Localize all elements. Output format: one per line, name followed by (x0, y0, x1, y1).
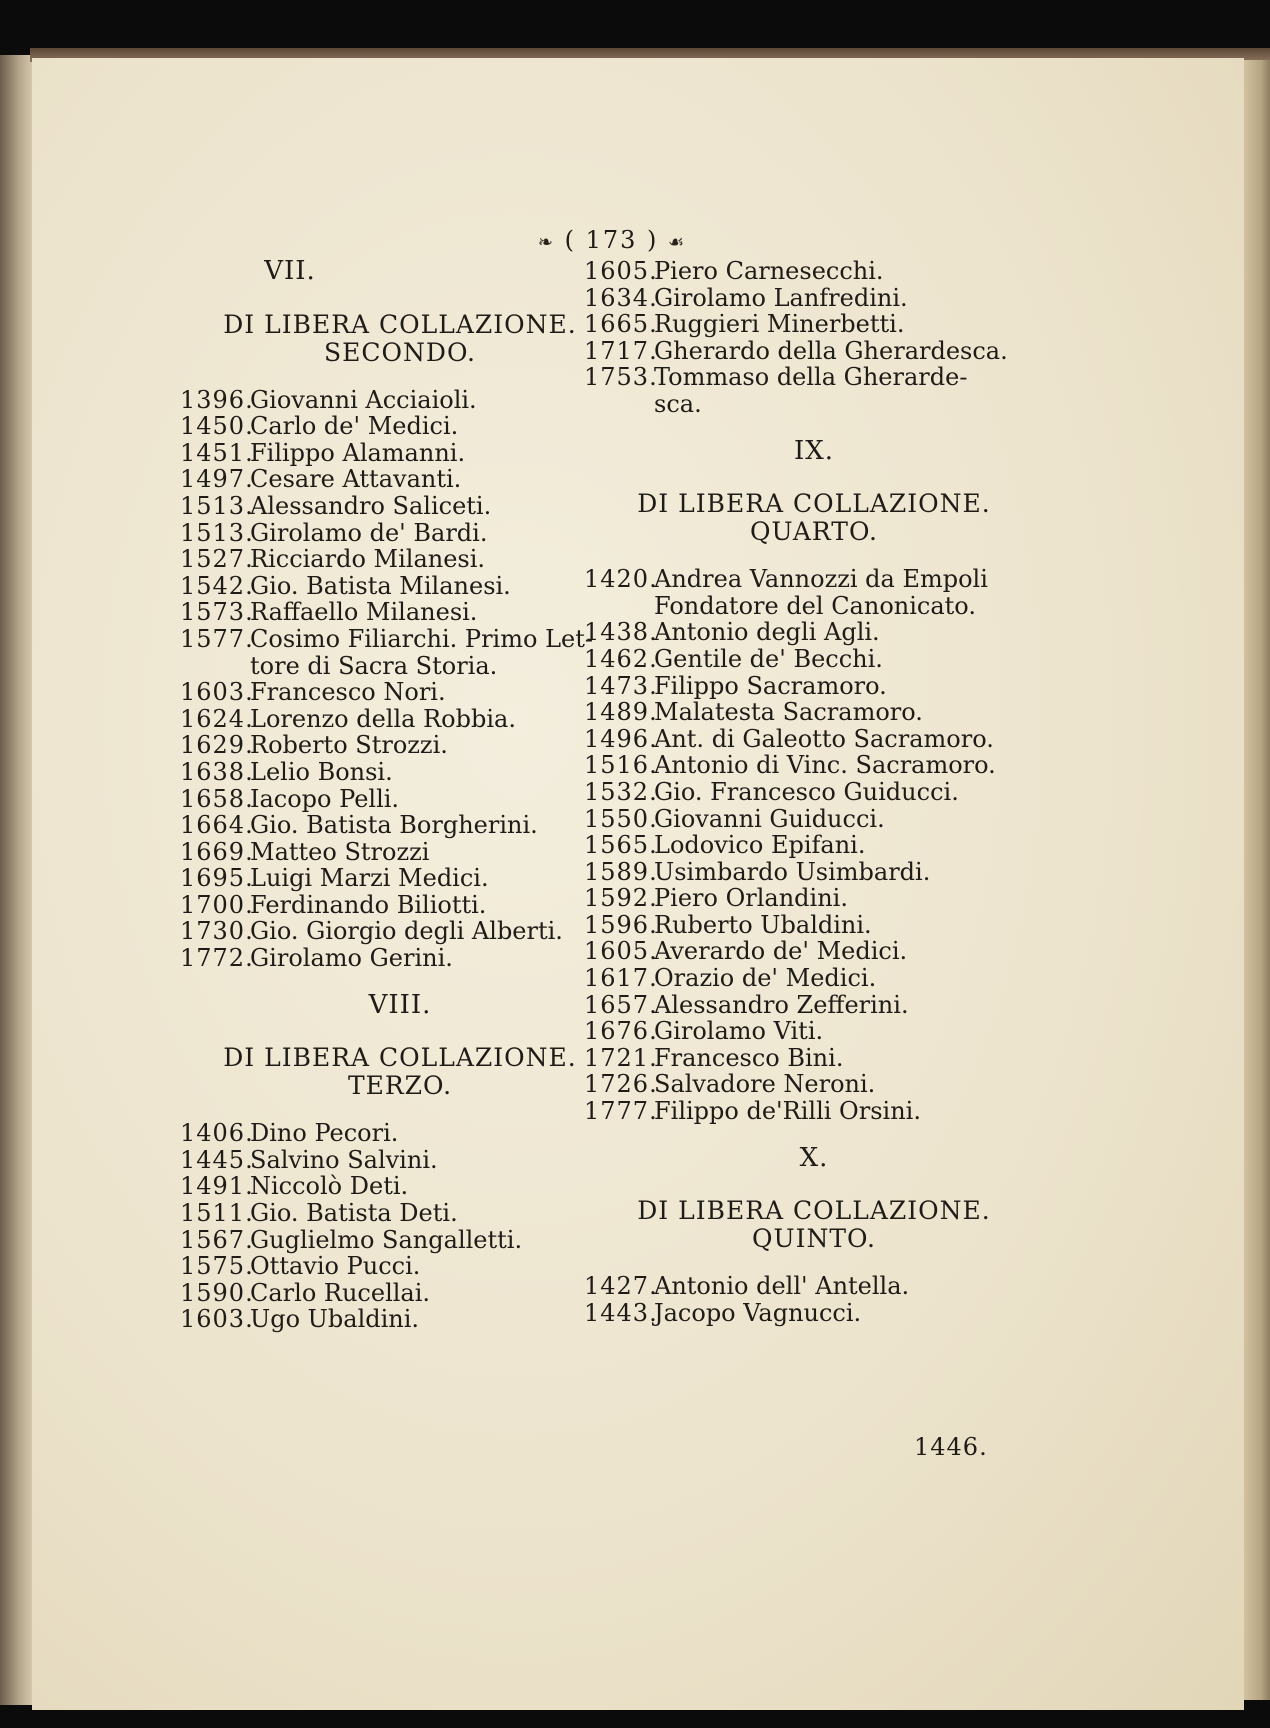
entry-name: Andrea Vannozzi da Empoli (654, 565, 988, 594)
entry-year: 1573. (180, 598, 254, 627)
entry-name: Ricciardo Milanesi. (250, 545, 486, 574)
entry-name: Girolamo de' Bardi. (250, 518, 488, 547)
entry-year: 1550. (584, 804, 658, 833)
entry-year: 1577. (180, 624, 254, 653)
entry-year: 1565. (584, 831, 658, 860)
entry-year: 1532. (584, 777, 658, 806)
list-item (180, 440, 620, 467)
entry-year: 1443. (584, 1298, 658, 1327)
list-item (584, 832, 1044, 859)
entry-name: Francesco Bini. (654, 1043, 844, 1072)
entry-year: 1665. (584, 310, 658, 339)
entry-name: Girolamo Gerini. (250, 944, 453, 973)
entry-year: 1605. (584, 257, 658, 285)
entry-year: 1427. (584, 1272, 658, 1301)
entry-name: Orazio de' Medici. (654, 964, 877, 993)
entry-year: 1717. (584, 336, 658, 365)
entry-name: Tommaso della Gherarde- (654, 363, 968, 392)
entry-name: Giovanni Acciaioli. (250, 385, 477, 414)
list-item (180, 413, 620, 440)
section-title: DI LIBERA COLLAZIONE. (223, 309, 577, 339)
entry-name: Lelio Bonsi. (250, 757, 393, 786)
section-number: VII. (264, 256, 316, 286)
list-item (180, 1253, 620, 1280)
list-item (584, 619, 1044, 646)
entry-name: Usimbardo Usimbardi. (654, 857, 931, 886)
entry-year: 1462. (584, 644, 658, 673)
list-item (180, 892, 620, 919)
list-item (180, 786, 620, 813)
list-item (584, 258, 1044, 285)
section-subtitle: QUINTO. (752, 1224, 876, 1254)
entry-year: 1567. (180, 1225, 254, 1254)
list-item (180, 466, 620, 493)
entry-name: Carlo Rucellai. (250, 1278, 431, 1307)
list-item (180, 732, 620, 759)
list-item (584, 806, 1044, 833)
entry-year: 1497. (180, 465, 254, 494)
entry-year: 1657. (584, 990, 658, 1019)
list-item (584, 965, 1044, 992)
section-title: DI LIBERA COLLAZIONE. (637, 489, 991, 519)
entry-name: Malatesta Sacramoro. (654, 698, 923, 727)
entry-year: 1592. (584, 884, 658, 913)
entry-year: 1603. (180, 678, 254, 707)
entry-name: Iacopo Pelli. (250, 784, 400, 813)
section-subtitle: TERZO. (347, 1071, 453, 1101)
entry-name: Francesco Nori. (250, 678, 446, 707)
entry-name: Alessandro Saliceti. (250, 491, 492, 520)
entry-name: Niccolò Deti. (250, 1172, 409, 1201)
section-title: DI LIBERA COLLAZIONE. (223, 1043, 577, 1073)
entry-year: 1629. (180, 731, 254, 760)
list-item (584, 726, 1044, 753)
entry-year: 1624. (180, 704, 254, 733)
entry-year: 1542. (180, 571, 254, 600)
list-item (180, 1280, 620, 1307)
entry-year: 1730. (180, 917, 254, 946)
list-item (584, 992, 1044, 1019)
entry-year: 1527. (180, 545, 254, 574)
entry-name: Girolamo Viti. (654, 1017, 824, 1046)
list-item (584, 566, 1044, 593)
entry-continuation: tore di Sacra Storia. (250, 651, 498, 680)
entry-name: Luigi Marzi Medici. (250, 864, 489, 893)
list-item (584, 1071, 1044, 1098)
entry-year: 1491. (180, 1172, 254, 1201)
entry-name: Antonio degli Agli. (654, 618, 880, 647)
entry-name: Cosimo Filiarchi. Primo Let- (250, 624, 593, 653)
left-ornament-icon: ❧ (537, 232, 555, 253)
previous-page-edge (0, 55, 34, 1705)
entry-year: 1676. (584, 1017, 658, 1046)
entry-name: Antonio di Vinc. Sacramoro. (654, 751, 996, 780)
entry-year: 1658. (180, 784, 254, 813)
entry-name: Salvino Salvini. (250, 1145, 438, 1174)
section-title: DI LIBERA COLLAZIONE. (637, 1196, 991, 1226)
entry-year: 1634. (584, 283, 658, 312)
entry-year: 1406. (180, 1119, 254, 1148)
entry-continuation: Fondatore del Canonicato. (654, 591, 976, 620)
list-item (180, 918, 620, 945)
entry-year: 1473. (584, 671, 658, 700)
entry-name: Gherardo della Gherardesca. (654, 336, 1008, 365)
entry-year: 1489. (584, 698, 658, 727)
entry-name: Gio. Giorgio degli Alberti. (250, 917, 563, 946)
entry-name: Ruggieri Minerbetti. (654, 310, 905, 339)
entry-name: Gio. Batista Borgherini. (250, 811, 538, 840)
section-number: IX. (793, 435, 835, 466)
entry-name: Lodovico Epifani. (654, 831, 866, 860)
entry-name: Guglielmo Sangalletti. (250, 1225, 523, 1254)
list-item (180, 493, 620, 520)
entry-name: Filippo Alamanni. (250, 438, 466, 467)
entry-name: Gio. Batista Milanesi. (250, 571, 511, 600)
entry-name: Averardo de' Medici. (654, 937, 908, 966)
entry-name: Piero Carnesecchi. (654, 257, 884, 285)
list-item (180, 573, 620, 600)
entry-name: Jacopo Vagnucci. (654, 1298, 862, 1327)
entry-name: Gentile de' Becchi. (654, 644, 883, 673)
list-item (180, 679, 620, 706)
list-item (180, 626, 620, 653)
book-page (32, 58, 1244, 1710)
list-item (180, 599, 620, 626)
list-item (180, 1227, 620, 1254)
left-column (180, 258, 620, 1333)
entry-year: 1396. (180, 385, 254, 414)
right-ornament-icon: ☙ (668, 232, 687, 253)
section-number: X. (799, 1142, 829, 1173)
list-item (584, 938, 1044, 965)
list-item (180, 812, 620, 839)
list-item (180, 839, 620, 866)
entry-year: 1513. (180, 518, 254, 547)
entry-name: Ottavio Pucci. (250, 1252, 421, 1281)
entry-name: Cesare Attavanti. (250, 465, 462, 494)
list-item (584, 1018, 1044, 1045)
entry-name: Giovanni Guiducci. (654, 804, 885, 833)
page-number: ( 173 ) (564, 226, 659, 254)
list-item (180, 865, 620, 892)
list-item (180, 387, 620, 414)
section-subtitle: QUARTO. (750, 517, 878, 547)
entry-year: 1772. (180, 944, 254, 973)
list-item (584, 338, 1044, 365)
entry-year: 1420. (584, 565, 658, 594)
list-item (584, 364, 1044, 391)
page-number-header (492, 226, 732, 254)
entry-year: 1638. (180, 757, 254, 786)
list-item (584, 646, 1044, 673)
list-item (584, 752, 1044, 779)
entry-name: Filippo Sacramoro. (654, 671, 887, 700)
entry-year: 1575. (180, 1252, 254, 1281)
entry-name: Gio. Batista Deti. (250, 1199, 458, 1228)
entry-name: Dino Pecori. (250, 1119, 399, 1148)
entry-name: Ferdinando Biliotti. (250, 890, 487, 919)
entry-name: Matteo Strozzi (250, 837, 430, 866)
list-item (584, 311, 1044, 338)
catchword: 1446. (914, 1433, 988, 1461)
entry-year: 1450. (180, 412, 254, 441)
entry-year: 1513. (180, 491, 254, 520)
list-item (584, 779, 1044, 806)
entry-year: 1596. (584, 910, 658, 939)
entry-year: 1777. (584, 1097, 658, 1126)
list-item (584, 699, 1044, 726)
entry-name: Raffaello Milanesi. (250, 598, 478, 627)
list-item (584, 1300, 1044, 1327)
list-item (180, 1120, 620, 1147)
entry-name: Piero Orlandini. (654, 884, 848, 913)
list-item (584, 673, 1044, 700)
list-item (180, 1306, 620, 1333)
entry-year: 1721. (584, 1043, 658, 1072)
entry-name: Roberto Strozzi. (250, 731, 448, 760)
list-item (180, 759, 620, 786)
list-item (584, 1098, 1044, 1125)
entry-year: 1695. (180, 864, 254, 893)
entry-year: 1700. (180, 890, 254, 919)
entry-year: 1438. (584, 618, 658, 647)
list-item (584, 859, 1044, 886)
list-item (584, 1273, 1044, 1300)
entry-name: Carlo de' Medici. (250, 412, 459, 441)
entry-name: Girolamo Lanfredini. (654, 283, 908, 312)
entry-year: 1451. (180, 438, 254, 467)
entry-year: 1664. (180, 811, 254, 840)
list-item (180, 520, 620, 547)
entry-name: Filippo de'Rilli Orsini. (654, 1097, 921, 1126)
list-item (180, 706, 620, 733)
entry-year: 1590. (180, 1278, 254, 1307)
entry-year: 1753. (584, 363, 658, 392)
list-item (180, 1173, 620, 1200)
entry-name: Ant. di Galeotto Sacramoro. (654, 724, 994, 753)
entry-year: 1511. (180, 1199, 254, 1228)
entry-year: 1669. (180, 837, 254, 866)
list-item (584, 285, 1044, 312)
list-item (584, 1045, 1044, 1072)
entry-year: 1726. (584, 1070, 658, 1099)
section-number: VIII. (368, 989, 432, 1020)
list-item (584, 885, 1044, 912)
list-item (180, 546, 620, 573)
entry-name: Ruberto Ubaldini. (654, 910, 872, 939)
entry-name: Lorenzo della Robbia. (250, 704, 516, 733)
entry-year: 1445. (180, 1145, 254, 1174)
list-item (180, 1147, 620, 1174)
entry-name: Ugo Ubaldini. (250, 1305, 420, 1334)
right-page-stack (1240, 60, 1270, 1700)
right-column (584, 258, 1044, 1326)
entry-year: 1617. (584, 964, 658, 993)
entry-continuation: sca. (654, 389, 702, 418)
list-item (180, 945, 620, 972)
entry-year: 1605. (584, 937, 658, 966)
list-item (584, 912, 1044, 939)
entry-year: 1603. (180, 1305, 254, 1334)
section-subtitle: SECONDO. (324, 337, 476, 367)
entry-name: Gio. Francesco Guiducci. (654, 777, 959, 806)
entry-year: 1589. (584, 857, 658, 886)
entry-name: Alessandro Zefferini. (654, 990, 909, 1019)
entry-year: 1516. (584, 751, 658, 780)
list-item (180, 1200, 620, 1227)
entry-name: Antonio dell' Antella. (654, 1272, 910, 1301)
entry-year: 1496. (584, 724, 658, 753)
entry-name: Salvadore Neroni. (654, 1070, 876, 1099)
